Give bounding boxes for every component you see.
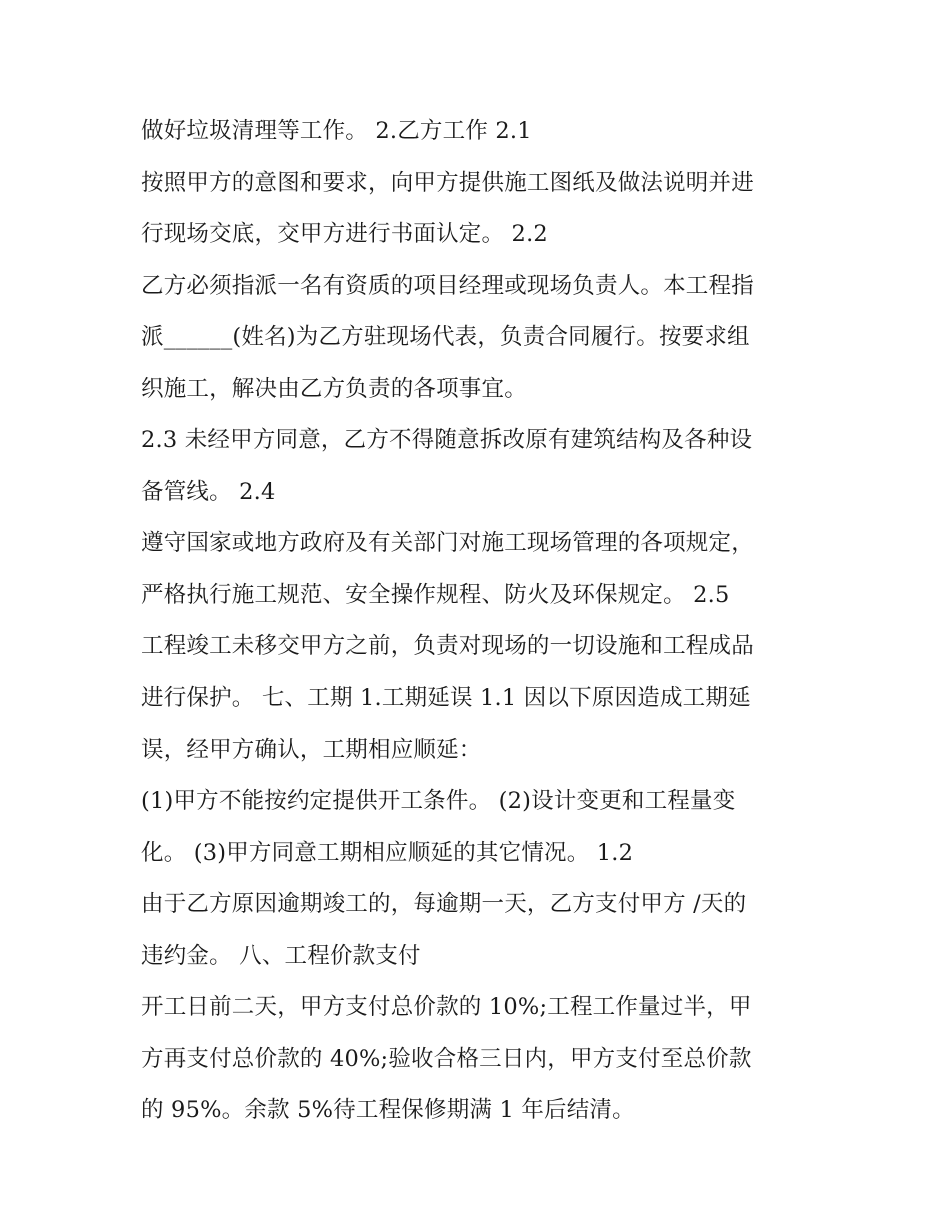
text-line: 化。 (3)甲方同意工期相应顺延的其它情况。 1.2 [141,839,634,866]
text-line: (1)甲方不能按约定提供开工条件。 (2)设计变更和工程量变 [141,788,736,815]
text-line: 做好垃圾清理等工作。 2.乙方工作 2.1 [141,118,532,144]
text-line: 遵守国家或地方政府及有关部门对施工现场管理的各项规定， [141,530,754,557]
text-line: 误，经甲方确认，工期相应顺延： [141,736,482,763]
text-line: 进行保护。 七、工期 1.工期延误 1.1 因以下原因造成工期延 [141,685,751,712]
text-line: 工程竣工未移交甲方之前，负责对现场的一切设施和工程成品 [141,633,754,660]
text-line: 开工日前二天，甲方支付总价款的 10%;工程工作量过半，甲 [141,994,752,1021]
text-line: 织施工，解决由乙方负责的各项事宜。 [141,375,527,402]
text-line: 乙方必须指派一名有资质的项目经理或现场负责人。本工程指 [141,272,754,299]
text-line: 备管线。 2.4 [141,478,276,505]
contract-text-body [141,106,841,1137]
text-line: 违约金。 八、工程价款支付 [141,942,421,969]
text-line: 2.3 未经甲方同意，乙方不得随意拆改原有建筑结构及各种设 [141,427,753,454]
text-line: 派______(姓名)为乙方驻现场代表，负责合同履行。按要求组 [141,324,750,351]
text-line: 由于乙方原因逾期竣工的，每逾期一天，乙方支付甲方 /天的 [141,891,747,918]
text-line: 的 95%。余款 5%待工程保修期满 1 年后结清。 [141,1097,635,1124]
text-line: 方再支付总价款的 40%;验收合格三日内，甲方支付至总价款 [141,1045,752,1072]
text-line: 严格执行施工规范、安全操作规程、防火及环保规定。 2.5 [141,581,730,608]
text-line: 行现场交底，交甲方进行书面认定。 2.2 [141,221,548,248]
text-line: 按照甲方的意图和要求，向甲方提供施工图纸及做法说明并进 [141,169,754,196]
